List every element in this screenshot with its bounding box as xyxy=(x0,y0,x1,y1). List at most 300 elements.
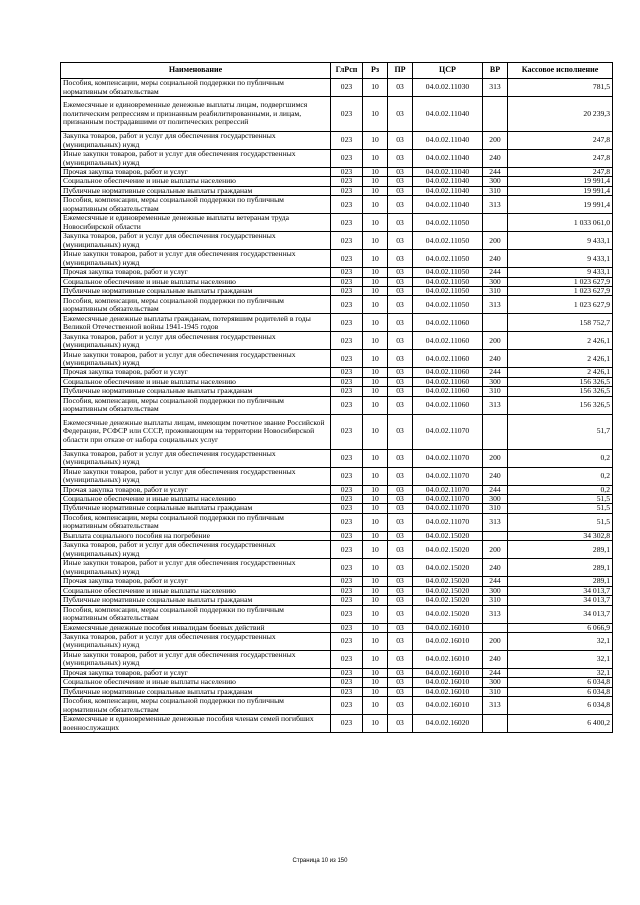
row-csr: 04.0.02.16010 xyxy=(413,668,483,677)
row-grp: 023 xyxy=(331,350,363,368)
row-amount: 156 326,5 xyxy=(508,377,613,386)
row-amount: 34 013,7 xyxy=(508,596,613,605)
row-pr: 03 xyxy=(388,186,413,195)
table-row xyxy=(61,596,613,605)
row-name: Прочая закупка товаров, работ и услуг xyxy=(61,577,331,586)
row-name: Ежемесячные денежные выплаты лицам, имеющим почетное звание Российской Федерации, РСФСР или СССР, проживающим на территории Новосибирской области при отказе от набора социальных услуг xyxy=(61,414,331,449)
row-name: Публичные нормативные социальные выплаты гражданам xyxy=(61,687,331,696)
row-name: Закупка товаров, работ и услуг для обеспечения государственных (муниципальных) нужд xyxy=(61,541,331,559)
row-csr: 04.0.02.11050 xyxy=(413,296,483,314)
row-csr: 04.0.02.11070 xyxy=(413,467,483,485)
row-rz: 10 xyxy=(363,377,388,386)
header-name: Наименование xyxy=(61,63,331,79)
table-row xyxy=(61,387,613,396)
row-pr: 03 xyxy=(388,559,413,577)
row-amount: 20 239,3 xyxy=(508,97,613,132)
table-row xyxy=(61,586,613,595)
row-pr: 03 xyxy=(388,177,413,186)
row-vr xyxy=(483,214,508,232)
table-body xyxy=(61,79,613,733)
row-amount: 247,8 xyxy=(508,132,613,150)
row-pr: 03 xyxy=(388,687,413,696)
table-row xyxy=(61,449,613,467)
table-row xyxy=(61,668,613,677)
table-row xyxy=(61,632,613,650)
table-row xyxy=(61,296,613,314)
row-vr: 313 xyxy=(483,605,508,623)
row-amount: 0,2 xyxy=(508,485,613,494)
row-vr: 300 xyxy=(483,495,508,504)
header-vr: ВР xyxy=(483,63,508,79)
row-vr: 240 xyxy=(483,250,508,268)
row-csr: 04.0.02.11040 xyxy=(413,132,483,150)
row-pr: 03 xyxy=(388,387,413,396)
row-vr: 300 xyxy=(483,678,508,687)
row-rz: 10 xyxy=(363,485,388,494)
row-vr xyxy=(483,531,508,540)
header-grp: ГлРсп xyxy=(331,63,363,79)
row-pr: 03 xyxy=(388,97,413,132)
row-pr: 03 xyxy=(388,79,413,97)
row-csr: 04.0.02.11050 xyxy=(413,277,483,286)
row-name: Ежемесячные денежные пособия инвалидам боевых действий xyxy=(61,623,331,632)
row-grp: 023 xyxy=(331,485,363,494)
row-vr: 300 xyxy=(483,177,508,186)
table-row xyxy=(61,196,613,214)
row-csr: 04.0.02.16010 xyxy=(413,697,483,715)
row-pr: 03 xyxy=(388,650,413,668)
row-name: Публичные нормативные социальные выплаты гражданам xyxy=(61,287,331,296)
row-pr: 03 xyxy=(388,287,413,296)
table-row xyxy=(61,414,613,449)
row-amount: 51,5 xyxy=(508,504,613,513)
row-csr: 04.0.02.11040 xyxy=(413,150,483,168)
row-rz: 10 xyxy=(363,168,388,177)
row-amount: 6 400,2 xyxy=(508,715,613,733)
row-name: Закупка товаров, работ и услуг для обеспечения государственных (муниципальных) нужд xyxy=(61,449,331,467)
row-rz: 10 xyxy=(363,196,388,214)
row-pr: 03 xyxy=(388,250,413,268)
row-rz: 10 xyxy=(363,268,388,277)
row-amount: 156 326,5 xyxy=(508,387,613,396)
table-row xyxy=(61,368,613,377)
row-amount: 32,1 xyxy=(508,632,613,650)
row-name: Иные закупки товаров, работ и услуг для обеспечения государственных (муниципальных) нужд xyxy=(61,250,331,268)
header-csr: ЦСР xyxy=(413,63,483,79)
row-pr: 03 xyxy=(388,678,413,687)
row-grp: 023 xyxy=(331,632,363,650)
row-rz: 10 xyxy=(363,467,388,485)
row-vr: 240 xyxy=(483,150,508,168)
row-grp: 023 xyxy=(331,186,363,195)
row-grp: 023 xyxy=(331,79,363,97)
row-name: Социальное обеспечение и иные выплаты населению xyxy=(61,277,331,286)
table-row xyxy=(61,531,613,540)
row-amount: 19 991,4 xyxy=(508,177,613,186)
table-row xyxy=(61,287,613,296)
table-row xyxy=(61,485,613,494)
row-csr: 04.0.02.11040 xyxy=(413,186,483,195)
table-row xyxy=(61,623,613,632)
row-vr xyxy=(483,314,508,332)
row-name: Иные закупки товаров, работ и услуг для обеспечения государственных (муниципальных) нужд xyxy=(61,650,331,668)
row-vr: 310 xyxy=(483,287,508,296)
row-name: Пособия, компенсации, меры социальной поддержки по публичным нормативным обязательствам xyxy=(61,605,331,623)
row-csr: 04.0.02.11060 xyxy=(413,387,483,396)
row-csr: 04.0.02.15020 xyxy=(413,586,483,595)
row-vr: 200 xyxy=(483,332,508,350)
row-name: Закупка товаров, работ и услуг для обеспечения государственных (муниципальных) нужд xyxy=(61,232,331,250)
row-grp: 023 xyxy=(331,314,363,332)
row-vr: 244 xyxy=(483,485,508,494)
row-csr: 04.0.02.16020 xyxy=(413,715,483,733)
row-pr: 03 xyxy=(388,715,413,733)
row-rz: 10 xyxy=(363,314,388,332)
row-rz: 10 xyxy=(363,586,388,595)
row-amount: 51,5 xyxy=(508,495,613,504)
row-name: Закупка товаров, работ и услуг для обеспечения государственных (муниципальных) нужд xyxy=(61,132,331,150)
row-rz: 10 xyxy=(363,250,388,268)
row-name: Иные закупки товаров, работ и услуг для обеспечения государственных (муниципальных) нужд xyxy=(61,467,331,485)
row-vr: 313 xyxy=(483,697,508,715)
row-pr: 03 xyxy=(388,596,413,605)
row-vr: 310 xyxy=(483,504,508,513)
row-name: Закупка товаров, работ и услуг для обеспечения государственных (муниципальных) нужд xyxy=(61,632,331,650)
row-vr: 200 xyxy=(483,132,508,150)
row-pr: 03 xyxy=(388,623,413,632)
row-vr: 244 xyxy=(483,668,508,677)
row-grp: 023 xyxy=(331,287,363,296)
table-row xyxy=(61,504,613,513)
row-vr xyxy=(483,414,508,449)
row-vr: 310 xyxy=(483,596,508,605)
row-rz: 10 xyxy=(363,396,388,414)
table-row xyxy=(61,697,613,715)
row-rz: 10 xyxy=(363,449,388,467)
row-csr: 04.0.02.11040 xyxy=(413,168,483,177)
row-name: Ежемесячные и единовременные денежные выплаты лицам, подвергшимся политическим репрессиям и признанным реабилитированными, и лицам, признанным пострадавшими от политических репрессий xyxy=(61,97,331,132)
row-vr: 313 xyxy=(483,396,508,414)
row-pr: 03 xyxy=(388,214,413,232)
row-grp: 023 xyxy=(331,559,363,577)
row-csr: 04.0.02.16010 xyxy=(413,650,483,668)
row-grp: 023 xyxy=(331,268,363,277)
row-grp: 023 xyxy=(331,449,363,467)
row-grp: 023 xyxy=(331,513,363,531)
row-grp: 023 xyxy=(331,232,363,250)
table-row xyxy=(61,214,613,232)
row-rz: 10 xyxy=(363,577,388,586)
row-vr: 313 xyxy=(483,296,508,314)
row-amount: 6 034,8 xyxy=(508,697,613,715)
row-rz: 10 xyxy=(363,97,388,132)
row-amount: 2 426,1 xyxy=(508,350,613,368)
row-amount: 9 433,1 xyxy=(508,268,613,277)
row-name: Пособия, компенсации, меры социальной поддержки по публичным нормативным обязательствам xyxy=(61,79,331,97)
row-rz: 10 xyxy=(363,504,388,513)
row-vr: 310 xyxy=(483,687,508,696)
row-rz: 10 xyxy=(363,296,388,314)
row-csr: 04.0.02.11070 xyxy=(413,513,483,531)
row-grp: 023 xyxy=(331,623,363,632)
row-pr: 03 xyxy=(388,668,413,677)
row-vr: 244 xyxy=(483,168,508,177)
row-name: Публичные нормативные социальные выплаты гражданам xyxy=(61,504,331,513)
row-pr: 03 xyxy=(388,513,413,531)
row-name: Ежемесячные денежные выплаты гражданам, потерявшим родителей в годы Великой Отечественной войны 1941-1945 годов xyxy=(61,314,331,332)
table-row xyxy=(61,250,613,268)
table-row xyxy=(61,377,613,386)
row-pr: 03 xyxy=(388,277,413,286)
row-vr: 200 xyxy=(483,632,508,650)
row-vr: 300 xyxy=(483,377,508,386)
row-csr: 04.0.02.11040 xyxy=(413,196,483,214)
budget-table xyxy=(60,62,613,733)
table-row xyxy=(61,314,613,332)
row-pr: 03 xyxy=(388,504,413,513)
row-grp: 023 xyxy=(331,495,363,504)
table-row xyxy=(61,715,613,733)
row-csr: 04.0.02.15020 xyxy=(413,541,483,559)
table-row xyxy=(61,678,613,687)
row-name: Иные закупки товаров, работ и услуг для обеспечения государственных (муниципальных) нужд xyxy=(61,150,331,168)
row-grp: 023 xyxy=(331,387,363,396)
table-row xyxy=(61,350,613,368)
row-csr: 04.0.02.16010 xyxy=(413,678,483,687)
header-pr: ПР xyxy=(388,63,413,79)
table-row xyxy=(61,513,613,531)
row-grp: 023 xyxy=(331,296,363,314)
row-vr: 200 xyxy=(483,449,508,467)
row-csr: 04.0.02.16010 xyxy=(413,687,483,696)
row-name: Публичные нормативные социальные выплаты гражданам xyxy=(61,387,331,396)
table-row xyxy=(61,277,613,286)
header-rz: Рз xyxy=(363,63,388,79)
row-pr: 03 xyxy=(388,396,413,414)
row-grp: 023 xyxy=(331,605,363,623)
row-grp: 023 xyxy=(331,196,363,214)
row-name: Социальное обеспечение и иные выплаты населению xyxy=(61,177,331,186)
row-grp: 023 xyxy=(331,531,363,540)
row-vr: 310 xyxy=(483,186,508,195)
row-vr xyxy=(483,97,508,132)
row-csr: 04.0.02.15020 xyxy=(413,577,483,586)
row-csr: 04.0.02.11060 xyxy=(413,377,483,386)
row-name: Публичные нормативные социальные выплаты гражданам xyxy=(61,186,331,195)
row-rz: 10 xyxy=(363,715,388,733)
table-header-row xyxy=(61,63,613,79)
row-csr: 04.0.02.11060 xyxy=(413,350,483,368)
table-row xyxy=(61,79,613,97)
row-pr: 03 xyxy=(388,377,413,386)
row-amount: 34 302,8 xyxy=(508,531,613,540)
row-pr: 03 xyxy=(388,314,413,332)
table-row xyxy=(61,150,613,168)
row-csr: 04.0.02.11070 xyxy=(413,485,483,494)
row-rz: 10 xyxy=(363,605,388,623)
row-csr: 04.0.02.16010 xyxy=(413,623,483,632)
row-name: Прочая закупка товаров, работ и услуг xyxy=(61,168,331,177)
row-pr: 03 xyxy=(388,368,413,377)
row-amount: 9 433,1 xyxy=(508,250,613,268)
row-amount: 51,7 xyxy=(508,414,613,449)
row-name: Закупка товаров, работ и услуг для обеспечения государственных (муниципальных) нужд xyxy=(61,332,331,350)
row-csr: 04.0.02.16010 xyxy=(413,632,483,650)
row-pr: 03 xyxy=(388,495,413,504)
table-row xyxy=(61,687,613,696)
table-row xyxy=(61,177,613,186)
row-grp: 023 xyxy=(331,687,363,696)
row-grp: 023 xyxy=(331,697,363,715)
row-pr: 03 xyxy=(388,232,413,250)
row-amount: 289,1 xyxy=(508,541,613,559)
row-grp: 023 xyxy=(331,214,363,232)
row-grp: 023 xyxy=(331,332,363,350)
row-pr: 03 xyxy=(388,449,413,467)
row-pr: 03 xyxy=(388,132,413,150)
row-amount: 247,8 xyxy=(508,150,613,168)
row-amount: 19 991,4 xyxy=(508,186,613,195)
row-pr: 03 xyxy=(388,196,413,214)
row-vr: 313 xyxy=(483,79,508,97)
row-pr: 03 xyxy=(388,485,413,494)
row-name: Социальное обеспечение и иные выплаты населению xyxy=(61,377,331,386)
row-amount: 1 023 627,9 xyxy=(508,296,613,314)
table-row xyxy=(61,467,613,485)
row-name: Прочая закупка товаров, работ и услуг xyxy=(61,368,331,377)
row-grp: 023 xyxy=(331,396,363,414)
row-grp: 023 xyxy=(331,368,363,377)
row-vr: 300 xyxy=(483,586,508,595)
row-rz: 10 xyxy=(363,678,388,687)
row-name: Публичные нормативные социальные выплаты гражданам xyxy=(61,596,331,605)
table-row xyxy=(61,168,613,177)
page-number: Страница 10 из 150 xyxy=(292,858,348,864)
row-rz: 10 xyxy=(363,387,388,396)
row-csr: 04.0.02.11040 xyxy=(413,97,483,132)
row-rz: 10 xyxy=(363,623,388,632)
row-name: Пособия, компенсации, меры социальной поддержки по публичным нормативным обязательствам xyxy=(61,196,331,214)
row-rz: 10 xyxy=(363,186,388,195)
row-vr: 244 xyxy=(483,368,508,377)
row-csr: 04.0.02.11060 xyxy=(413,332,483,350)
row-name: Прочая закупка товаров, работ и услуг xyxy=(61,668,331,677)
row-amount: 1 023 627,9 xyxy=(508,277,613,286)
row-grp: 023 xyxy=(331,715,363,733)
row-vr: 313 xyxy=(483,196,508,214)
row-csr: 04.0.02.15020 xyxy=(413,605,483,623)
row-amount: 9 433,1 xyxy=(508,232,613,250)
row-csr: 04.0.02.11040 xyxy=(413,177,483,186)
table-row xyxy=(61,396,613,414)
row-vr xyxy=(483,623,508,632)
row-rz: 10 xyxy=(363,277,388,286)
row-rz: 10 xyxy=(363,668,388,677)
row-amount: 6 066,9 xyxy=(508,623,613,632)
row-vr: 244 xyxy=(483,577,508,586)
row-rz: 10 xyxy=(363,214,388,232)
row-name: Ежемесячные и единовременные денежные пособия членам семей погибших военнослужащих xyxy=(61,715,331,733)
row-vr: 310 xyxy=(483,387,508,396)
row-pr: 03 xyxy=(388,414,413,449)
row-grp: 023 xyxy=(331,577,363,586)
row-amount: 34 013,7 xyxy=(508,605,613,623)
row-pr: 03 xyxy=(388,350,413,368)
table-row xyxy=(61,650,613,668)
row-pr: 03 xyxy=(388,605,413,623)
row-name: Иные закупки товаров, работ и услуг для обеспечения государственных (муниципальных) нужд xyxy=(61,350,331,368)
table-row xyxy=(61,232,613,250)
row-rz: 10 xyxy=(363,632,388,650)
row-vr: 240 xyxy=(483,350,508,368)
row-amount: 1 023 627,9 xyxy=(508,287,613,296)
row-csr: 04.0.02.11060 xyxy=(413,314,483,332)
row-csr: 04.0.02.11050 xyxy=(413,214,483,232)
row-rz: 10 xyxy=(363,414,388,449)
row-rz: 10 xyxy=(363,232,388,250)
row-grp: 023 xyxy=(331,97,363,132)
row-name: Социальное обеспечение и иные выплаты населению xyxy=(61,678,331,687)
row-rz: 10 xyxy=(363,541,388,559)
row-rz: 10 xyxy=(363,531,388,540)
row-csr: 04.0.02.11050 xyxy=(413,287,483,296)
table-row xyxy=(61,132,613,150)
row-csr: 04.0.02.11030 xyxy=(413,79,483,97)
table-row xyxy=(61,577,613,586)
row-pr: 03 xyxy=(388,541,413,559)
row-csr: 04.0.02.11050 xyxy=(413,268,483,277)
row-csr: 04.0.02.11060 xyxy=(413,396,483,414)
row-amount: 32,1 xyxy=(508,650,613,668)
row-rz: 10 xyxy=(363,287,388,296)
row-rz: 10 xyxy=(363,150,388,168)
row-vr: 240 xyxy=(483,467,508,485)
row-rz: 10 xyxy=(363,650,388,668)
table-row xyxy=(61,186,613,195)
row-rz: 10 xyxy=(363,513,388,531)
row-rz: 10 xyxy=(363,132,388,150)
row-amount: 34 013,7 xyxy=(508,586,613,595)
row-csr: 04.0.02.11050 xyxy=(413,232,483,250)
row-pr: 03 xyxy=(388,531,413,540)
row-name: Выплата социального пособия на погребение xyxy=(61,531,331,540)
row-pr: 03 xyxy=(388,332,413,350)
row-rz: 10 xyxy=(363,687,388,696)
row-pr: 03 xyxy=(388,577,413,586)
row-grp: 023 xyxy=(331,377,363,386)
row-grp: 023 xyxy=(331,177,363,186)
row-pr: 03 xyxy=(388,697,413,715)
table-row xyxy=(61,268,613,277)
table-row xyxy=(61,605,613,623)
row-grp: 023 xyxy=(331,132,363,150)
row-name: Прочая закупка товаров, работ и услуг xyxy=(61,485,331,494)
row-vr: 244 xyxy=(483,268,508,277)
row-csr: 04.0.02.11050 xyxy=(413,250,483,268)
row-csr: 04.0.02.11070 xyxy=(413,414,483,449)
row-name: Иные закупки товаров, работ и услуг для обеспечения государственных (муниципальных) нужд xyxy=(61,559,331,577)
row-amount: 0,2 xyxy=(508,449,613,467)
row-grp: 023 xyxy=(331,586,363,595)
row-rz: 10 xyxy=(363,368,388,377)
row-grp: 023 xyxy=(331,678,363,687)
row-pr: 03 xyxy=(388,168,413,177)
row-amount: 2 426,1 xyxy=(508,332,613,350)
row-rz: 10 xyxy=(363,596,388,605)
row-csr: 04.0.02.11070 xyxy=(413,495,483,504)
row-pr: 03 xyxy=(388,296,413,314)
row-name: Социальное обеспечение и иные выплаты населению xyxy=(61,586,331,595)
